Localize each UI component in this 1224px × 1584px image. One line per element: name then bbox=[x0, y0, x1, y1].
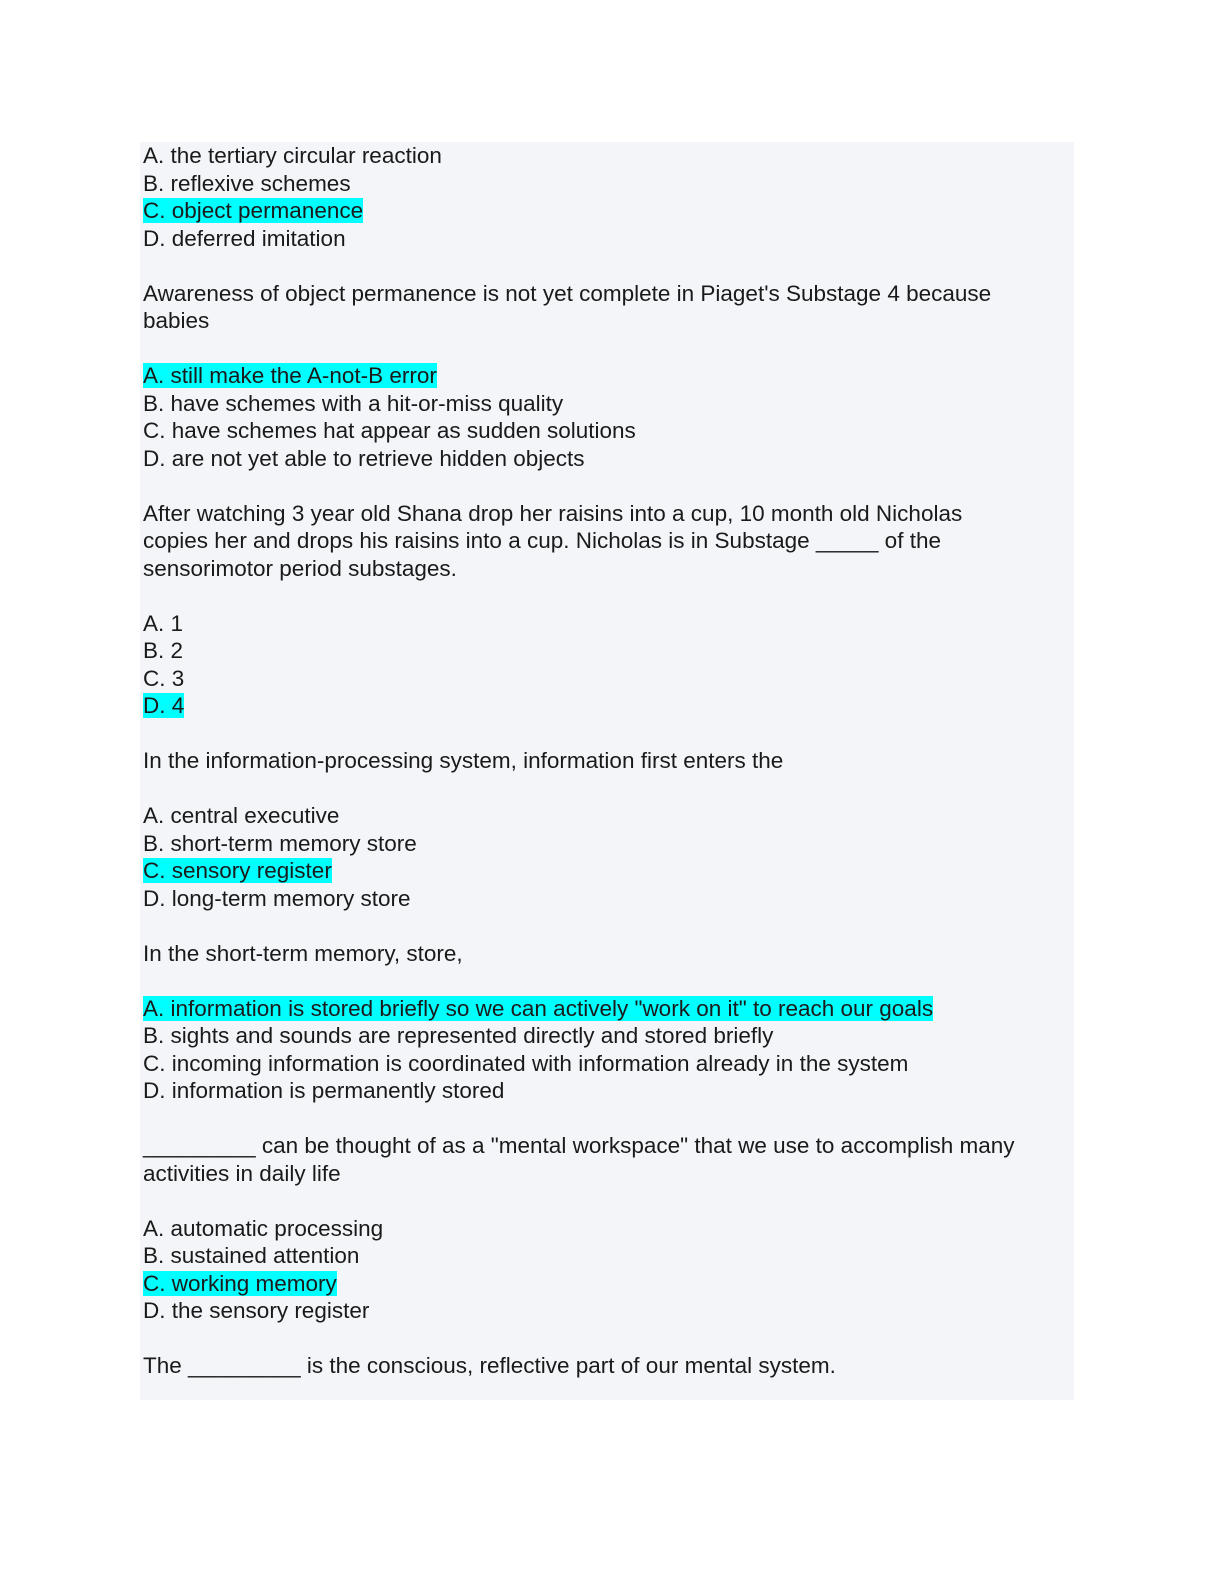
answer-option bbox=[143, 610, 1073, 638]
paragraph-gap bbox=[143, 775, 1073, 803]
answer-text: B. reflexive schemes bbox=[143, 170, 351, 196]
answer-option bbox=[143, 362, 1073, 390]
paragraph-gap bbox=[143, 1325, 1073, 1353]
highlighted-answer-text: A. information is stored briefly so we can actively "work on it" to reach our goals bbox=[143, 995, 934, 1021]
answer-text: D. long-term memory store bbox=[143, 885, 411, 911]
paragraph-gap bbox=[143, 582, 1073, 610]
answer-option bbox=[143, 637, 1073, 665]
answer-option bbox=[143, 142, 1073, 170]
paragraph-gap bbox=[143, 252, 1073, 280]
question-text-line: Awareness of object permanence is not yet complete in Piaget's Substage 4 because bbox=[143, 280, 992, 306]
question-text-line: In the short-term memory, store, bbox=[143, 940, 463, 966]
highlighted-answer-text: C. object permanence bbox=[143, 198, 364, 223]
answer-option bbox=[143, 857, 1073, 885]
answer-option bbox=[143, 885, 1073, 913]
question-text-line: activities in daily life bbox=[143, 1160, 341, 1186]
question-text-line: babies bbox=[143, 308, 210, 333]
answer-text: D. the sensory register bbox=[143, 1298, 370, 1323]
answer-text: D. are not yet able to retrieve hidden objects bbox=[143, 445, 585, 471]
paragraph-gap bbox=[143, 912, 1073, 940]
answer-text: B. 2 bbox=[143, 638, 184, 663]
paragraph-gap bbox=[143, 967, 1073, 995]
highlighted-answer-text: D. 4 bbox=[143, 693, 185, 718]
question-text-line: copies her and drops his raisins into a cup. Nicholas is in Substage _____ of the bbox=[143, 528, 941, 553]
question-text-line: _________ can be thought of as a "mental workspace" that we use to accomplish many bbox=[143, 1133, 1015, 1158]
answer-text: A. 1 bbox=[143, 610, 184, 636]
answer-text: A. automatic processing bbox=[143, 1215, 384, 1241]
answer-text: B. sustained attention bbox=[143, 1243, 360, 1268]
answer-text: C. incoming information is coordinated with information already in the system bbox=[143, 1050, 909, 1076]
answer-text: A. central executive bbox=[143, 803, 340, 828]
question-text-line: After watching 3 year old Shana drop her raisins into a cup, 10 month old Nicholas bbox=[143, 500, 963, 526]
question-text-line: The _________ is the conscious, reflective part of our mental system. bbox=[143, 1353, 836, 1378]
paragraph-gap bbox=[143, 1105, 1073, 1133]
answer-option bbox=[143, 445, 1073, 473]
answer-option bbox=[143, 995, 1073, 1023]
paragraph-gap bbox=[143, 472, 1073, 500]
answer-option bbox=[143, 1022, 1073, 1050]
answer-option bbox=[143, 1077, 1073, 1105]
answer-option bbox=[143, 692, 1073, 720]
answer-option bbox=[143, 665, 1073, 693]
answer-text: A. the tertiary circular reaction bbox=[143, 143, 442, 168]
answer-text: C. 3 bbox=[143, 665, 185, 691]
answer-option bbox=[143, 225, 1073, 253]
paragraph-gap bbox=[143, 1187, 1073, 1215]
answer-option bbox=[143, 390, 1073, 418]
paragraph-gap bbox=[143, 720, 1073, 748]
highlighted-answer-text: A. still make the A-not-B error bbox=[143, 363, 437, 388]
answer-option bbox=[143, 1215, 1073, 1243]
answer-text: B. have schemes with a hit-or-miss quality bbox=[143, 390, 564, 416]
answer-option bbox=[143, 197, 1073, 225]
question-text-line: In the information-processing system, information first enters the bbox=[143, 748, 784, 773]
question-text-line: sensorimotor period substages. bbox=[143, 555, 457, 581]
answer-option bbox=[143, 417, 1073, 445]
document-content bbox=[143, 142, 1073, 1380]
answer-text: B. sights and sounds are represented directly and stored briefly bbox=[143, 1023, 774, 1048]
answer-option bbox=[143, 1297, 1073, 1325]
answer-option bbox=[143, 830, 1073, 858]
answer-option bbox=[143, 170, 1073, 198]
answer-text: C. have schemes hat appear as sudden solutions bbox=[143, 418, 636, 443]
answer-option bbox=[143, 1242, 1073, 1270]
highlighted-answer-text: C. working memory bbox=[143, 1270, 337, 1296]
answer-text: D. deferred imitation bbox=[143, 225, 346, 251]
answer-option bbox=[143, 1050, 1073, 1078]
answer-option bbox=[143, 1270, 1073, 1298]
answer-text: D. information is permanently stored bbox=[143, 1078, 505, 1103]
paragraph-gap bbox=[143, 335, 1073, 363]
highlighted-answer-text: C. sensory register bbox=[143, 858, 332, 883]
answer-text: B. short-term memory store bbox=[143, 830, 417, 856]
answer-option bbox=[143, 802, 1073, 830]
